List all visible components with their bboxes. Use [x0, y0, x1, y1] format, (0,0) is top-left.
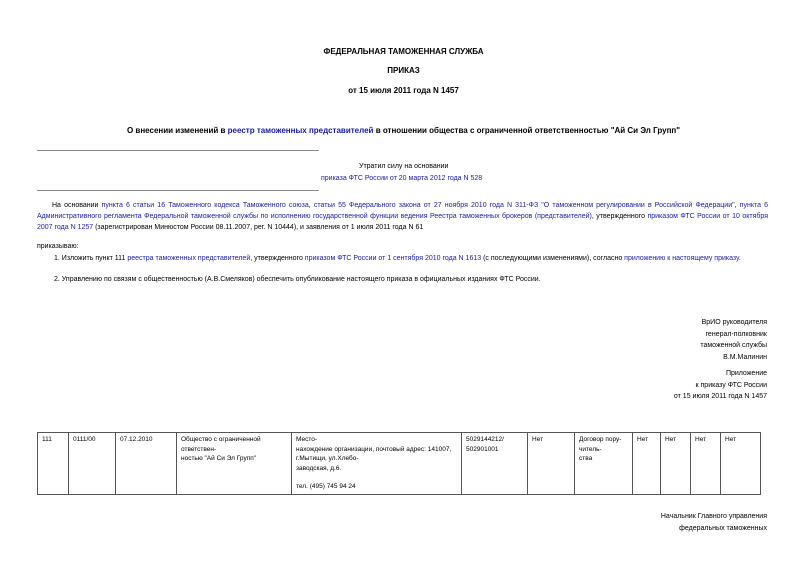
- fts-order-1613-link[interactable]: приказом ФТС России от 1 сентября 2010 года N 1613: [304, 255, 482, 262]
- item-1-text-4: .: [738, 255, 741, 262]
- divider-bottom: [37, 190, 319, 191]
- cell-date: 07.12.2010: [116, 433, 177, 495]
- cell-organization: [177, 433, 292, 495]
- order-word: приказываю:: [37, 243, 79, 250]
- footer-line-1: Начальник Главного управления: [660, 513, 767, 520]
- document-type: ПРИКАЗ: [387, 66, 420, 75]
- agency-name: ФЕДЕРАЛЬНАЯ ТАМОЖЕННАЯ СЛУЖБА: [323, 47, 484, 56]
- signature-line-2: генерал-полковник: [705, 330, 767, 338]
- org-line-3: ностью "Ай Си Эл Групп": [181, 455, 257, 462]
- basis-text-1: На основании: [52, 202, 102, 209]
- customs-code-link[interactable]: пункта 6 статьи 16 Таможенного кодекса Таможенного союза: [101, 202, 309, 209]
- cell-address: [292, 433, 462, 495]
- cell-col-11: Нет: [691, 433, 721, 495]
- cell-contract: [575, 433, 633, 495]
- basis-text-2: ,: [308, 202, 314, 209]
- signature-line-3: таможенной службы: [700, 342, 767, 349]
- table-row: [38, 433, 761, 495]
- lost-force-link[interactable]: приказа ФТС России от 20 марта 2012 года N 528: [321, 175, 483, 182]
- contract-line-2: читель-: [579, 445, 602, 453]
- org-line-1: Общество с ограниченной: [181, 436, 261, 443]
- signature-line-4: В.М.Малинин: [723, 353, 767, 361]
- address-line-3: г.Мытищи, ул.Хлебо-: [296, 455, 359, 462]
- document-date-number: от 15 июля 2011 года N 1457: [348, 86, 459, 95]
- cell-col-10: Нет: [661, 433, 691, 495]
- appendix-block: [674, 368, 767, 403]
- appendix-line-1: Приложение: [725, 370, 767, 377]
- document-title: [0, 126, 807, 135]
- fts-order-1257-link[interactable]: приказом ФТС России от 10 октября 2007 года N 1257: [37, 213, 768, 231]
- cell-col-9: Нет: [633, 433, 661, 495]
- address-phone: тел. (495) 745 94 24: [296, 483, 356, 490]
- regulation-link[interactable]: пункта 6 Административного регламента Федеральной таможенной службы по исполнению государственной функции ведения Реестра таможенных брокеров (представителей): [37, 202, 769, 220]
- item-2: 2. Управлению по связям с общественностью (А.В.Смеляков) обеспечить опубликование настоящего приказа в официальных изданиях ФТС России.: [54, 276, 541, 283]
- inn-line-2: 502901001: [466, 445, 499, 453]
- address-line-2: нахождение организации, почтовый адрес: 141007,: [296, 445, 452, 453]
- cell-number: 111: [38, 433, 69, 495]
- address-line-4: заводская, д.6.: [296, 464, 342, 472]
- appendix-link[interactable]: приложению к настоящему приказу: [624, 255, 739, 262]
- basis-paragraph: [37, 200, 768, 233]
- cell-col-7: Нет: [528, 433, 575, 495]
- title-text-2: в отношении общества с ограниченной ответственностью "Ай Си Эл Групп": [373, 126, 681, 135]
- cell-inn-kpp: [462, 433, 528, 495]
- contract-line-1: Договор пору-: [579, 436, 622, 443]
- appendix-line-3: от 15 июля 2011 года N 1457: [673, 393, 767, 400]
- title-text-1: О внесении изменений в: [126, 126, 228, 135]
- footer-line-2: федеральных таможенных: [679, 524, 767, 532]
- cell-reg-number: 0111/00: [69, 433, 116, 495]
- contract-line-3: ства: [579, 455, 593, 462]
- signature-line-1: ВрИО руководителя: [701, 319, 767, 326]
- org-line-2: ответствен-: [181, 445, 217, 453]
- footer-block: [661, 511, 767, 534]
- cell-col-12: Нет: [721, 433, 761, 495]
- address-line-1: Место-: [296, 436, 318, 443]
- registry-link[interactable]: реестр таможенных представителей: [227, 126, 374, 135]
- item-1-text-1: 1. Изложить пункт 111: [54, 255, 128, 262]
- item-1-registry-link[interactable]: реестра таможенных представителей: [127, 255, 251, 262]
- appendix-line-2: к приказу ФТС России: [695, 381, 767, 389]
- inn-line-1: 5029144212/: [466, 436, 504, 443]
- divider-top: [37, 150, 319, 151]
- registry-table: [37, 432, 761, 495]
- basis-text-3: ,: [734, 202, 740, 209]
- basis-text-5: (зарегистрирован Минюстом России 08.11.2007, рег. N 10444), и заявления от 1 июля 2011 года N 61: [93, 224, 424, 231]
- lost-force-note: Утратил силу на основании: [359, 163, 449, 170]
- item-1-text-2: , утвержденного: [250, 255, 305, 262]
- item-1: [54, 255, 768, 262]
- federal-law-link[interactable]: статьи 55 Федерального закона от 27 ноября 2010 года N 311-ФЗ "О таможенном регулировании в Российской Федерации": [313, 202, 735, 209]
- signature-block: [700, 317, 767, 363]
- item-1-text-3: (с последующими изменениями), согласно: [481, 255, 625, 262]
- basis-text-4: , утвержденного: [591, 213, 648, 220]
